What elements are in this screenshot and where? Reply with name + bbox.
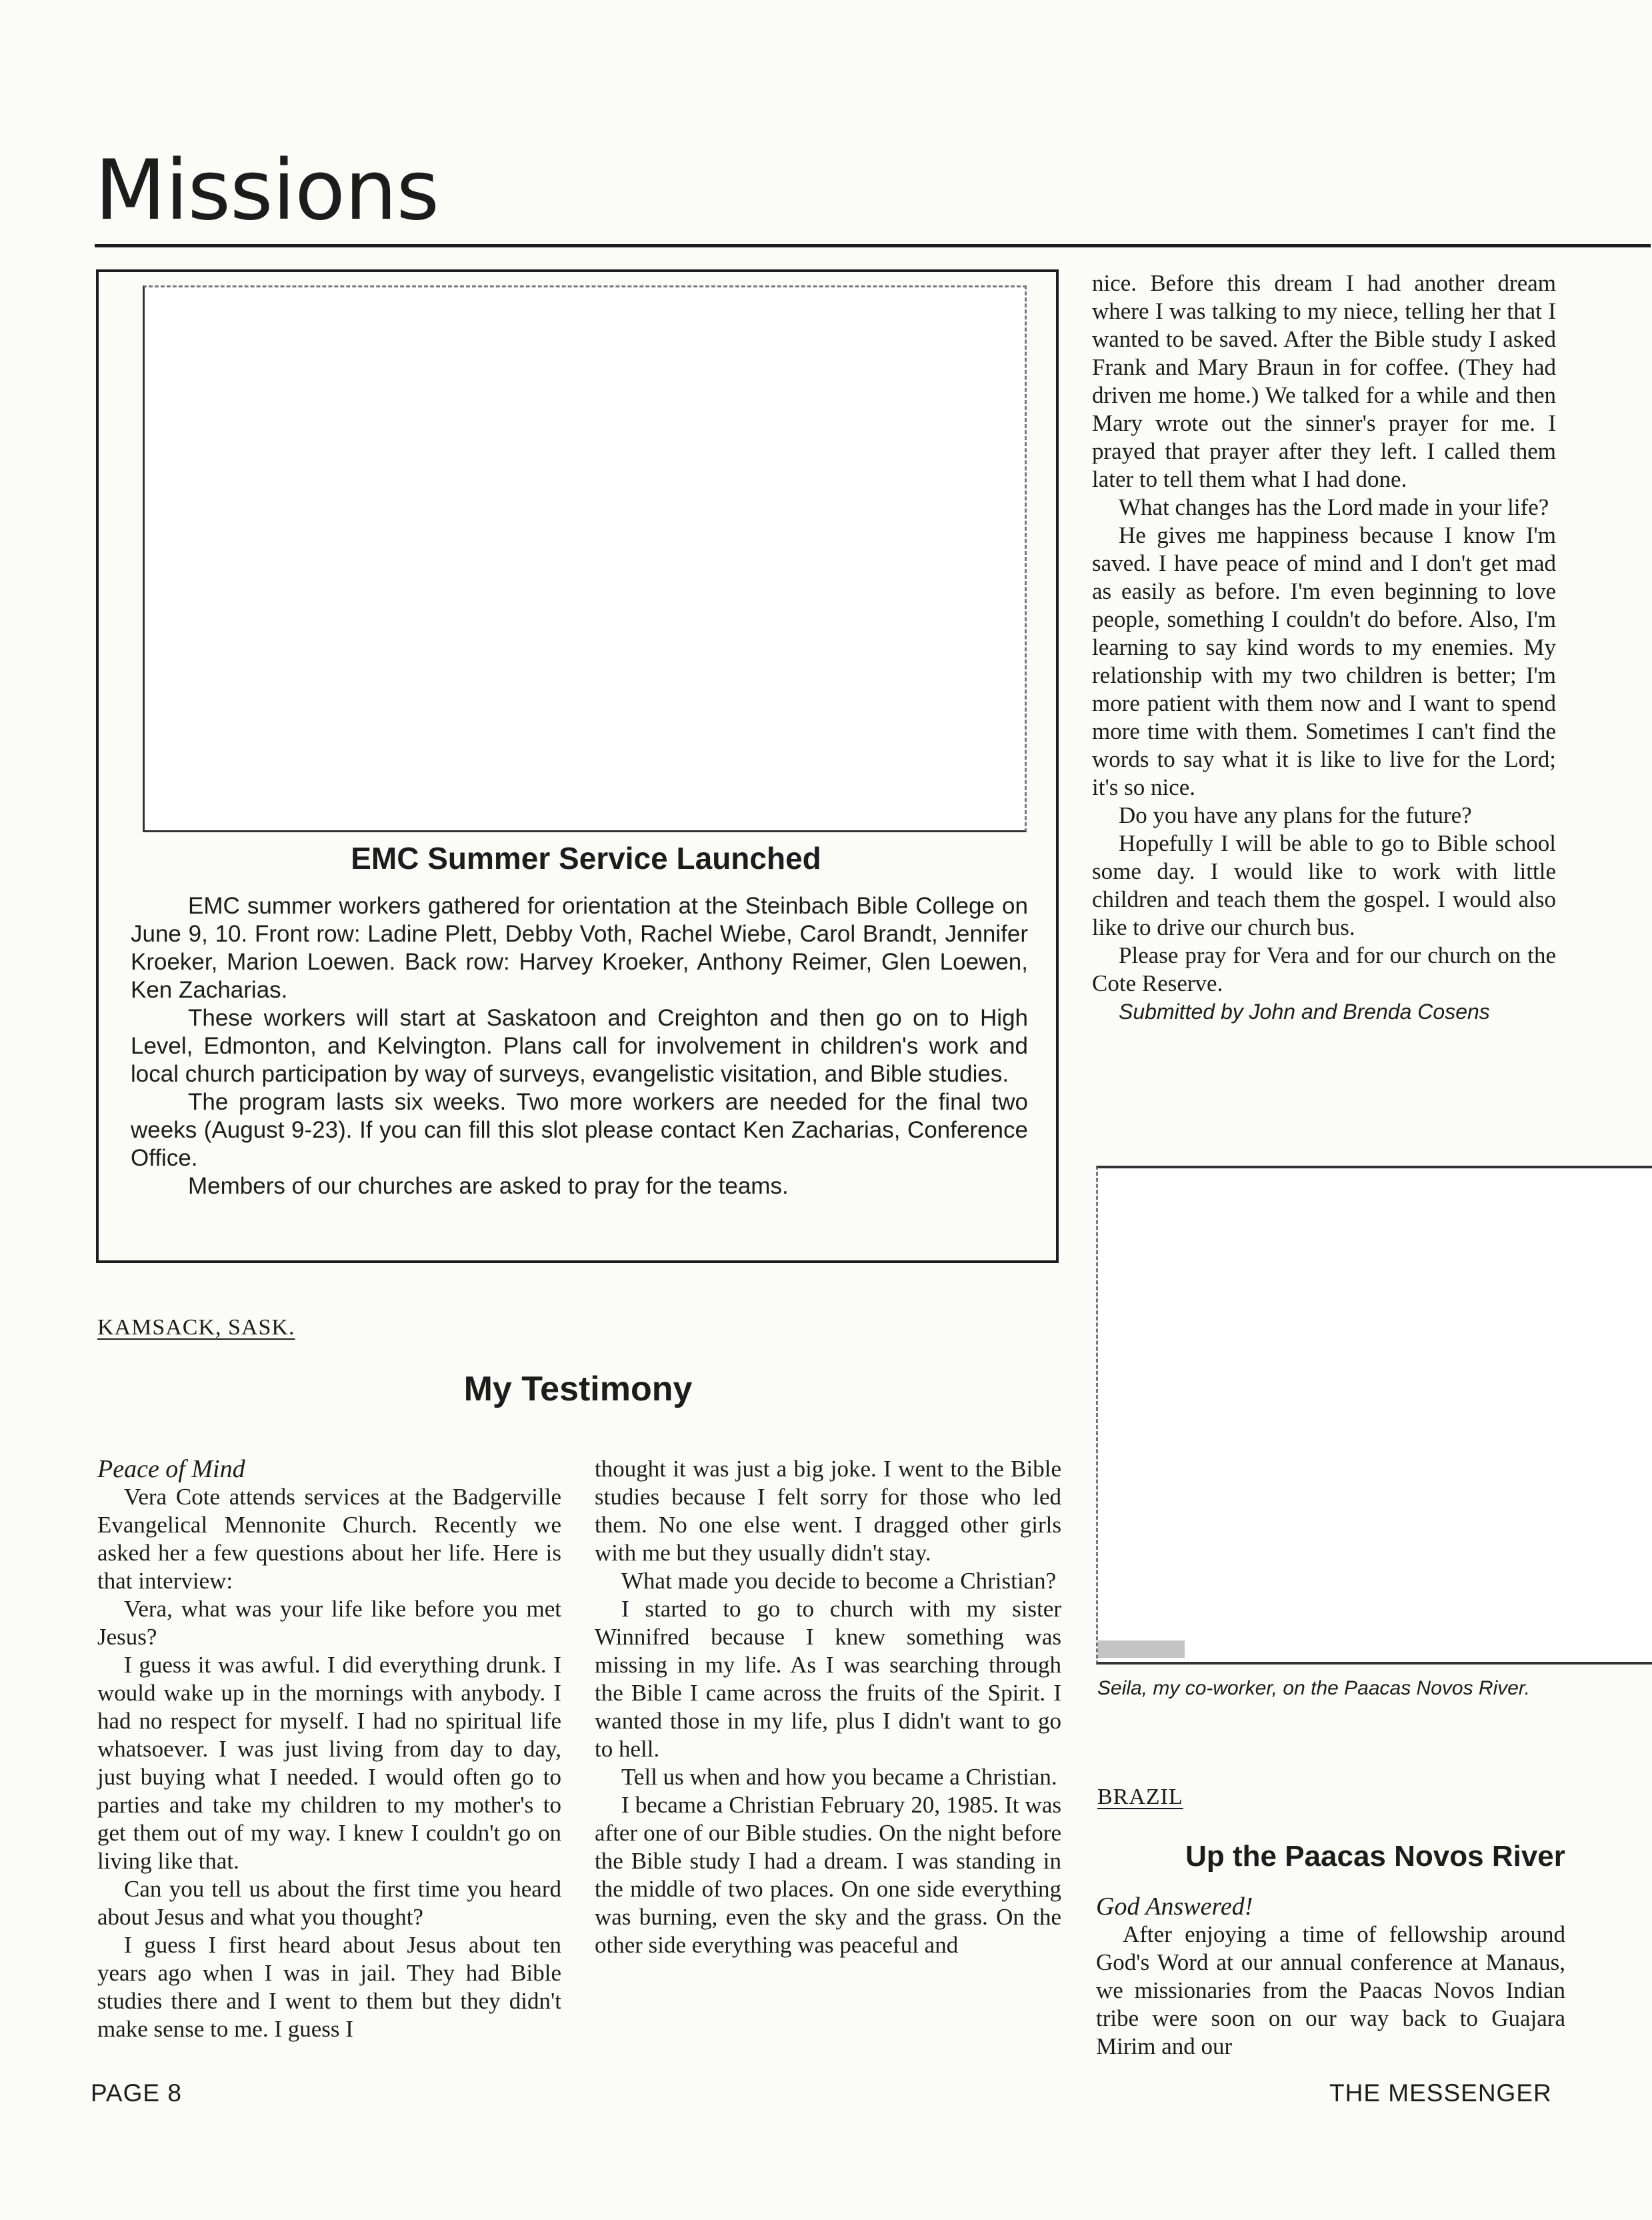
- testimony-column-2: [595, 1455, 1061, 1959]
- testimony-byline: Submitted by John and Brenda Cosens: [1119, 1000, 1490, 1024]
- testimony-paragraph: Tell us when and how you became a Christian.: [621, 1764, 1057, 1790]
- testimony-subhead: Peace of Mind: [97, 1455, 245, 1483]
- photo-caption: Seila, my co-worker, on the Paacas Novos River.: [1097, 1677, 1531, 1699]
- summer-service-paragraph: The program lasts six weeks. Two more workers are needed for the final two weeks (August 9-23). If you can fill this slot please contact Ken Zacharias, Conference Office.: [131, 1089, 1028, 1171]
- summer-service-title: EMC Summer Service Launched: [351, 841, 821, 876]
- testimony-paragraph: I became a Christian February 20, 1985. It was after one of our Bible studies. On the night before the Bible study I had a dream. I was standing in the middle of two places. On one side everything was burning, even the sky and the grass. On the other side everything was peaceful and: [595, 1792, 1061, 1958]
- brazil-subhead: God Answered!: [1096, 1893, 1253, 1921]
- summer-service-paragraph: These workers will start at Saskatoon and Creighton and then go on to High Level, Edmonton, and Kelvington. Plans call for involvement in children's work and local church participation by way of surveys, evangelistic visitation, and Bible studies.: [131, 1005, 1028, 1087]
- testimony-title: My Testimony: [463, 1370, 693, 1408]
- testimony-paragraph: I guess I first heard about Jesus about ten years ago when I was in jail. They had Bible studies there and I went to them but they didn't make sense to me. I guess I: [97, 1932, 561, 2042]
- summer-service-paragraph: Members of our churches are asked to pray for the teams.: [188, 1173, 789, 1199]
- testimony-paragraph: Vera, what was your life like before you met Jesus?: [97, 1596, 561, 1650]
- river-photo: [1096, 1166, 1652, 1664]
- testimony-paragraph: What made you decide to become a Christian?: [621, 1568, 1057, 1594]
- testimony-paragraph: I started to go to church with my sister Winnifred because I knew something was missing in my life. As I was searching through the Bible I came across the fruits of the Spirit. I wanted those in my life, plus I didn't want to go to hell.: [595, 1596, 1061, 1762]
- summer-service-paragraph: EMC summer workers gathered for orientation at the Steinbach Bible College on June 9, 10. Front row: Ladine Plett, Debby Voth, Rachel Wiebe, Carol Brandt, Jennifer Kroeker, Marion Loewen. Back row: Harvey Kroeker, Anthony Reimer, Glen Loewen, Ken Zacharias.: [131, 893, 1028, 1003]
- brazil-location: BRAZIL: [1097, 1785, 1183, 1809]
- brazil-title: Up the Paacas Novos River: [1185, 1840, 1565, 1873]
- testimony-paragraph: nice. Before this dream I had another dream where I was talking to my niece, telling her that I wanted to be saved. After the Bible study I asked Frank and Mary Braun in for coffee. (They had driven me home.) We talked for a while and then Mary wrote out the sinner's prayer for me. I prayed that prayer after they left. I called them later to tell them what I had done.: [1092, 270, 1556, 492]
- testimony-paragraph: Hopefully I will be able to go to Bible school some day. I would like to work with little children and teach them the gospel. I would also like to drive our church bus.: [1092, 830, 1556, 940]
- testimony-paragraph: thought it was just a big joke. I went to the Bible studies because I felt sorry for those who led them. No one else went. I dragged other girls with me but they usually didn't stay.: [595, 1456, 1061, 1566]
- testimony-paragraph: Do you have any plans for the future?: [1119, 802, 1472, 828]
- testimony-column-1: [97, 1455, 561, 2043]
- section-title-rule: [95, 244, 1651, 247]
- testimony-paragraph: Can you tell us about the first time you heard about Jesus and what you thought?: [97, 1876, 561, 1930]
- brazil-paragraph: After enjoying a time of fellowship around God's Word at our annual conference at Manaus, we missionaries from the Paacas Novos Indian tribe were soon on our way back to Guajara Mirim and our: [1096, 1921, 1565, 2059]
- group-photo: [143, 285, 1027, 832]
- testimony-paragraph: He gives me happiness because I know I'm saved. I have peace of mind and I don't get mad as easily as before. I'm even beginning to love people, something I couldn't do before. Also, I'm learning to say kind words to my enemies. My relationship with my two children is better; I'm more patient with them now and I want to spend more time with them. Sometimes I can't find the words to say what it is like to live for the Lord; it's so nice.: [1092, 522, 1556, 800]
- testimony-paragraph: Please pray for Vera and for our church on the Cote Reserve.: [1092, 942, 1556, 996]
- section-title: Missions: [95, 143, 439, 239]
- testimony-location: KAMSACK, SASK.: [97, 1315, 295, 1340]
- testimony-column-3: [1092, 269, 1556, 1026]
- testimony-paragraph: What changes has the Lord made in your life?: [1119, 494, 1549, 520]
- testimony-paragraph: Vera Cote attends services at the Badgerville Evangelical Mennonite Church. Recently we asked her a few questions about her life. Here is that interview:: [97, 1484, 561, 1594]
- publication-name: THE MESSENGER: [1329, 2079, 1552, 2107]
- summer-service-body: [131, 892, 1028, 1200]
- brazil-column: [1096, 1893, 1565, 2061]
- photo-scrap: [1098, 1640, 1185, 1658]
- page-number: PAGE 8: [91, 2079, 182, 2107]
- testimony-paragraph: I guess it was awful. I did everything drunk. I would wake up in the mornings with anybody. I had no respect for myself. I had no spiritual life whatsoever. I was just living from day to day, just buying what I needed. I would often go to parties and take my children to my mother's to get them out of my way. I knew I couldn't go on living like that.: [97, 1652, 561, 1874]
